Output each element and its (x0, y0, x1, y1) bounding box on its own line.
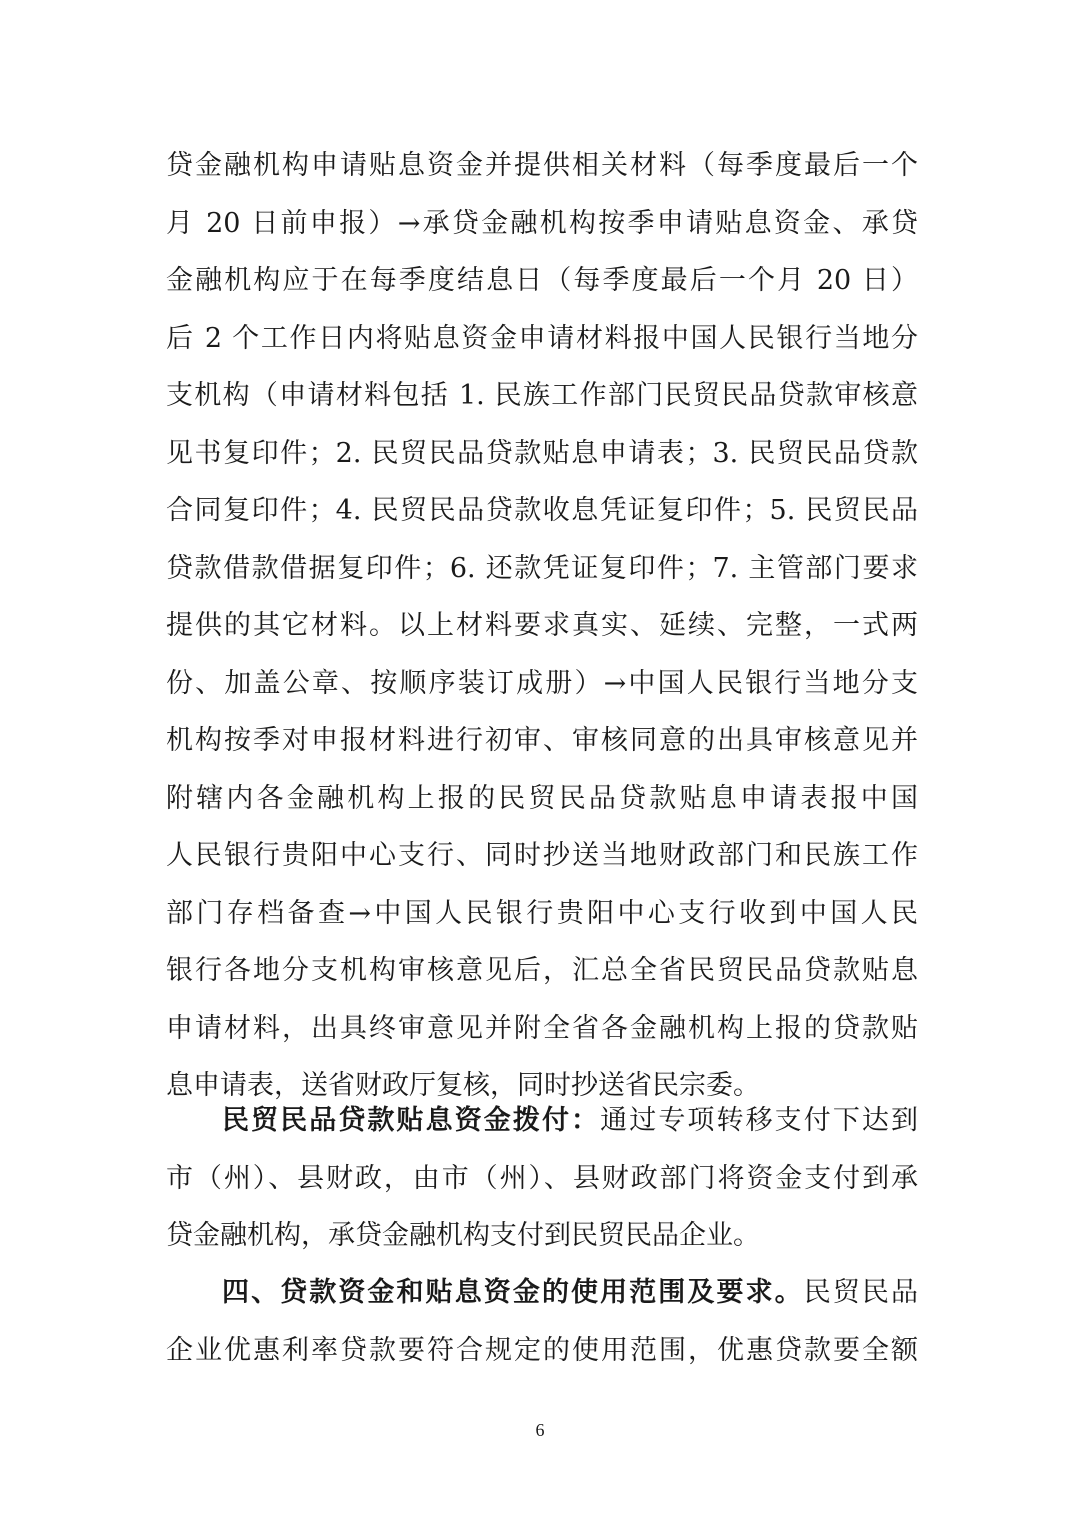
text-span: 通过专项转移支付下达到 (600, 1105, 919, 1136)
text-line: 附辖内各金融机构上报的民贸民品贷款贴息申请表报中国 (166, 782, 918, 814)
text-line: 人民银行贵阳中心支行、同时抄送当地财政部门和民族工作 (166, 840, 918, 871)
text-line: 合同复印件；4. 民贸民品贷款收息凭证复印件；5. 民贸民品 (166, 495, 918, 526)
text-line: 贷款借款借据复印件；6. 还款凭证复印件；7. 主管部门要求 (166, 552, 918, 584)
text-line: 金融机构应于在每季度结息日（每季度最后一个月 20 日） (166, 265, 918, 296)
text-line: 贷金融机构申请贴息资金并提供相关材料（每季度最后一个 (166, 150, 918, 181)
text-line: 提供的其它材料。以上材料要求真实、延续、完整，一式两 (166, 610, 918, 641)
text-line: 份、加盖公章、按顺序装订成册）→中国人民银行当地分支 (166, 667, 918, 699)
body-paragraph-section-four (166, 1264, 918, 1379)
text-line: 企业优惠利率贷款要符合规定的使用范围，优惠贷款要全额 (166, 1334, 918, 1366)
text-line: 贷金融机构，承贷金融机构支付到民贸民品企业。 (166, 1220, 760, 1251)
body-paragraph-application-process (166, 137, 918, 1115)
text-line: 市（州）、县财政，由市（州）、县财政部门将资金支付到承 (166, 1162, 918, 1194)
page-number: 6 (535, 1420, 545, 1440)
text-line: 月 20 日前申报）→承贷金融机构按季申请贴息资金、承贷 (166, 207, 918, 239)
section-heading: 四、贷款资金和贴息资金的使用范围及要求。 (222, 1277, 804, 1308)
text-line: 后 2 个工作日内将贴息资金申请材料报中国人民银行当地分 (166, 322, 918, 354)
text-line: 支机构（申请材料包括 1. 民族工作部门民贸民品贷款审核意 (166, 380, 918, 411)
body-paragraph-subsidy-disbursement (166, 1092, 918, 1265)
text-line: 机构按季对申报材料进行初审、审核同意的出具审核意见并 (166, 725, 918, 756)
text-line: 申请材料，出具终审意见并附全省各金融机构上报的贷款贴 (166, 1012, 918, 1044)
inline-heading: 民贸民品贷款贴息资金拨付： (222, 1105, 601, 1136)
text-span: 民贸民品 (803, 1277, 919, 1308)
text-line: 见书复印件；2. 民贸民品贷款贴息申请表；3. 民贸民品贷款 (166, 437, 918, 469)
text-line: 银行各地分支机构审核意见后，汇总全省民贸民品贷款贴息 (166, 955, 918, 986)
text-line: 息申请表，送省财政厅复核，同时抄送省民宗委。 (166, 1070, 760, 1101)
text-line-with-heading (166, 1264, 918, 1322)
text-line: 部门存档备查→中国人民银行贵阳中心支行收到中国人民 (166, 897, 918, 929)
text-line-with-heading (166, 1092, 918, 1150)
